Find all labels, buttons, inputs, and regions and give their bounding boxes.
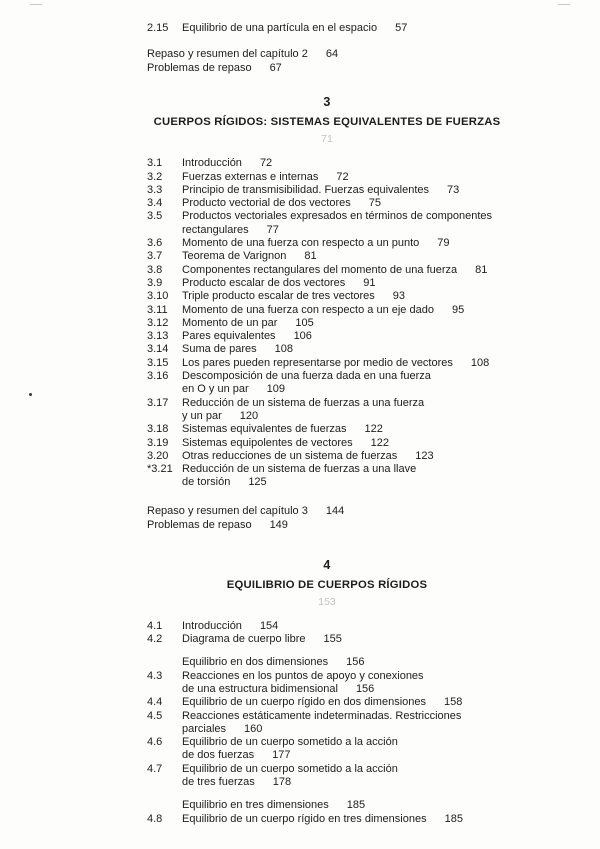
toc-section-row-3-5	[147, 210, 577, 237]
toc-section-row-3-20	[147, 450, 577, 463]
section-number: 2.15	[147, 22, 169, 34]
chapter-title: CUERPOS RÍGIDOS: SISTEMAS EQUIVALENTES DE FUERZAS	[153, 116, 501, 129]
subheading-label: Equilibrio en dos dimensiones	[182, 656, 329, 669]
section-page-number: 185	[444, 812, 463, 825]
toc-summary-row	[147, 518, 577, 532]
toc-section-row-3-9	[147, 277, 577, 290]
section-title: Productos vectoriales expresados en términos de componentes rectangulares 77	[182, 210, 493, 236]
section-page-number: 106	[293, 330, 312, 343]
summary-label: Problemas de repaso	[147, 518, 252, 531]
scan-registration-mark	[30, 4, 42, 5]
section-number: 3.18	[147, 423, 169, 436]
toc-section-row-3-17	[147, 397, 577, 424]
section-page-number: 72	[259, 157, 273, 170]
section-number: 3.5	[147, 210, 163, 223]
toc-section-row-4-2	[147, 633, 577, 646]
section-page-number: 81	[475, 263, 488, 276]
section-page-number: 81	[304, 250, 317, 263]
toc-section-row-3-1	[147, 157, 577, 170]
section-page-number: 156	[355, 682, 375, 695]
section-title: Triple producto escalar de tres vectores 93	[182, 290, 406, 303]
section-page-number: 178	[272, 775, 292, 788]
section-title: Diagrama de cuerpo libre 155	[182, 633, 342, 646]
summary-label: Repaso y resumen del capítulo 3	[147, 504, 308, 517]
scan-registration-mark	[558, 4, 570, 5]
section-number: 4.5	[147, 709, 163, 722]
toc-section-row-3-18	[147, 423, 577, 436]
section-page-number: 123	[415, 449, 434, 462]
toc-section-row-4-5	[147, 710, 577, 737]
summary-page-number: 149	[269, 518, 288, 531]
section-title: Principio de transmisibilidad. Fuerzas equivalentes 73	[182, 183, 460, 196]
section-title: Equilibrio de un cuerpo rígido en tres dimensiones 185	[182, 812, 463, 825]
section-number: 3.10	[147, 290, 169, 303]
section-page-number: 57	[395, 22, 408, 34]
toc-summary-row	[147, 47, 577, 61]
summary-label: Problemas de repaso	[147, 62, 252, 75]
section-title: Momento de un par 105	[182, 316, 314, 329]
section-title: Producto escalar de dos vectores 91	[182, 276, 376, 289]
chapter-heading	[147, 95, 507, 145]
chapter-title: EQUILIBRIO DE CUERPOS RÍGIDOS	[226, 578, 428, 591]
toc-section-row-3-4	[147, 197, 577, 210]
section-number: 3.14	[147, 343, 169, 356]
section-number: 4.6	[147, 736, 163, 749]
section-title: Teorema de Varignon 81	[182, 250, 317, 263]
toc-leading-list	[147, 22, 577, 75]
chapter-section-list	[147, 157, 577, 489]
section-page-number: 72	[336, 170, 349, 183]
section-title: Equilibrio de un cuerpo rígido en dos dimensiones 158	[182, 696, 463, 709]
section-number: 3.20	[147, 449, 169, 462]
section-title: Equilibrio de una partícula en el espacio 57	[182, 22, 408, 34]
section-page-number: 122	[364, 423, 383, 436]
chapter-3-block	[147, 95, 577, 531]
section-page-number: 91	[363, 276, 376, 289]
section-number: 3.1	[147, 157, 163, 170]
toc-section-row-4-8	[147, 813, 577, 826]
section-number: 4.3	[147, 669, 163, 682]
toc-section-row-3-6	[147, 237, 577, 250]
section-title: Otras reducciones de un sistema de fuerzas 123	[182, 449, 434, 462]
section-number: 3.13	[147, 330, 169, 343]
section-page-number: 125	[248, 476, 267, 489]
toc-section-row-3-7	[147, 250, 577, 263]
section-page-number: 73	[447, 183, 460, 196]
section-title: Momento de una fuerza con respecto a un punto 79	[182, 237, 450, 250]
toc-section-row-4-7	[147, 763, 577, 790]
section-title: Introducción 72	[182, 157, 273, 170]
chapter-heading	[147, 558, 507, 608]
subheading-page-number: 156	[346, 656, 365, 669]
section-number: 4.2	[147, 633, 163, 646]
toc-section-row-4-4	[147, 696, 577, 709]
section-number: 3.17	[147, 396, 169, 409]
section-number: 3.9	[147, 276, 163, 289]
section-number: 4.1	[147, 619, 163, 632]
chapter-number: 3	[323, 95, 331, 110]
toc-section-row-4-6	[147, 736, 577, 763]
section-title: Producto vectorial de dos vectores 75	[182, 197, 382, 210]
summary-page-number: 67	[269, 62, 282, 75]
chapter-start-page: 71	[321, 133, 333, 146]
section-number: 3.4	[147, 197, 163, 210]
section-title: Introducción 154	[182, 619, 279, 632]
toc-section-row-3-16	[147, 370, 577, 397]
toc-subheading-row	[182, 799, 577, 812]
section-title: Equilibrio de un cuerpo sometido a la acción de dos fuerzas 177	[182, 736, 398, 762]
section-page-number: 75	[368, 197, 382, 210]
toc-section-row-4-3	[147, 670, 577, 697]
summary-page-number: 64	[325, 48, 339, 61]
section-title: Pares equivalentes 106	[182, 330, 312, 343]
section-title: Reducción de un sistema de fuerzas a una llave de torsión 125	[182, 463, 417, 489]
section-title: Momento de una fuerza con respecto a un eje dado 95	[182, 303, 465, 316]
section-page-number: 108	[470, 356, 490, 369]
toc-section-row-3-13	[147, 330, 577, 343]
toc-section-row-3-11	[147, 304, 577, 317]
section-number: 3.11	[147, 303, 168, 316]
subheading-label: Equilibrio en tres dimensiones	[182, 799, 329, 812]
section-number: 3.12	[147, 316, 169, 329]
toc-summary-row	[147, 61, 577, 75]
toc-section-row-3-14	[147, 343, 577, 356]
section-page-number: 105	[295, 316, 314, 329]
section-page-number: 160	[244, 722, 263, 735]
section-title: Descomposición de una fuerza dada en una fuerza en O y un par 109	[182, 370, 431, 396]
chapter-number: 4	[323, 557, 331, 572]
section-title: Componentes rectangulares del momento de una fuerza 81	[182, 263, 488, 276]
section-number: *3.21	[147, 463, 173, 476]
section-title: Sistemas equipolentes de vectores 122	[182, 436, 389, 449]
section-number: 3.15	[147, 356, 169, 369]
section-title: Sistemas equivalentes de fuerzas 122	[182, 423, 383, 436]
section-number: 3.8	[147, 263, 163, 276]
section-page-number: 155	[323, 633, 342, 646]
section-page-number: 177	[272, 749, 291, 762]
section-page-number: 79	[437, 237, 450, 250]
chapter-4-block	[147, 558, 577, 826]
section-page-number: 109	[266, 383, 286, 396]
toc-summary-row	[147, 504, 577, 518]
chapter-start-page: 153	[318, 595, 336, 608]
toc-subheading-row	[182, 656, 577, 669]
section-page-number: 154	[259, 619, 279, 632]
toc-section-row-3-15	[147, 357, 577, 370]
summary-label: Repaso y resumen del capítulo 2	[147, 48, 308, 61]
section-title: Equilibrio de un cuerpo sometido a la acción de tres fuerzas 178	[182, 762, 398, 788]
section-page-number: 158	[444, 696, 463, 709]
section-number: 3.16	[147, 370, 169, 383]
toc-section-row-3-8	[147, 264, 577, 277]
toc-section-row-3-12	[147, 317, 577, 330]
toc-section-row-3-3	[147, 184, 577, 197]
toc-section-row-3-10	[147, 290, 577, 303]
section-title: Reducción de un sistema de fuerzas a una fuerza y un par 120	[182, 396, 425, 422]
section-number: 4.7	[147, 762, 163, 775]
section-number: 3.6	[147, 237, 163, 250]
toc-section-row-2-15	[147, 22, 577, 35]
section-number: 3.19	[147, 436, 169, 449]
chapter-summary-list	[147, 504, 577, 532]
section-page-number: 122	[370, 436, 389, 449]
toc-section-row-4-1	[147, 620, 577, 633]
subheading-page-number: 185	[346, 799, 366, 812]
section-number: 3.7	[147, 250, 163, 263]
section-title: Suma de pares 108	[182, 343, 293, 356]
section-number: 3.3	[147, 183, 163, 196]
section-title: Los pares pueden representarse por medio de vectores 108	[182, 356, 490, 369]
toc-content	[147, 22, 577, 826]
toc-section-row-3-2	[147, 171, 577, 184]
section-page-number: 93	[392, 290, 406, 303]
toc-section-row-3-21	[147, 463, 577, 490]
section-title: Reacciones estáticamente indeterminadas. Restricciones parciales 160	[182, 709, 462, 735]
section-title: Fuerzas externas e internas 72	[182, 170, 349, 183]
section-number: 4.4	[147, 696, 163, 709]
section-number: 4.8	[147, 812, 163, 825]
section-number: 3.2	[147, 170, 163, 183]
section-page-number: 108	[274, 343, 293, 356]
section-title: Reacciones en los puntos de apoyo y conexiones de una estructura bidimensional 156	[182, 669, 424, 695]
section-page-number: 120	[239, 409, 259, 422]
section-page-number: 77	[266, 223, 279, 236]
scan-speck-artifact	[29, 393, 32, 396]
section-page-number: 95	[451, 303, 465, 316]
summary-page-number: 144	[325, 504, 345, 517]
chapter-section-list	[147, 620, 577, 826]
toc-section-row-3-19	[147, 437, 577, 450]
